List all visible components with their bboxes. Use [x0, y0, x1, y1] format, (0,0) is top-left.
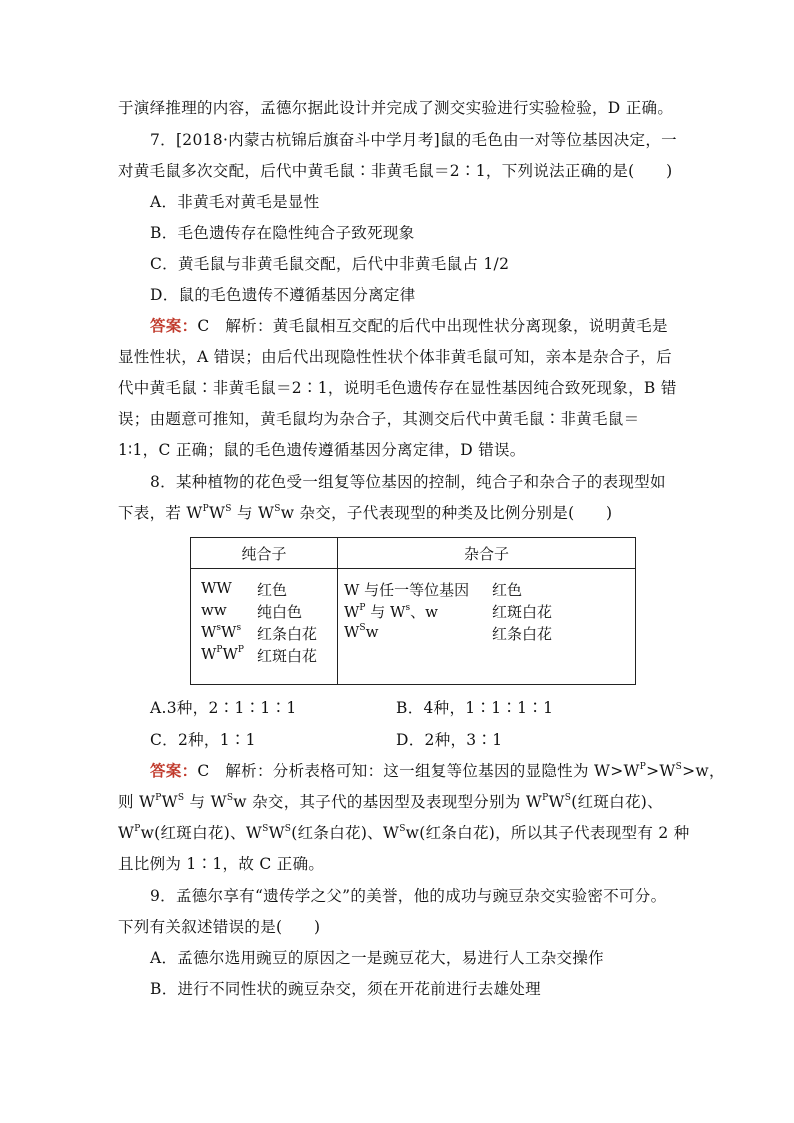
answer-7-line-2: 显性性状，A 错误；由后代出现隐性性状个体非黄毛鼠可知，亲本是杂合子，后 — [118, 348, 672, 366]
answer-7-line-4: 误；由题意可推知，黄毛鼠均为杂合子，其测交后代中黄毛鼠∶非黄毛鼠＝ — [118, 410, 640, 428]
question-7-option-b: B．毛色遗传存在隐性纯合子致死现象 — [150, 224, 415, 242]
question-7-option-d: D．鼠的毛色遗传不遵循基因分离定律 — [150, 286, 416, 304]
table-row: $W^P$ 与 $W^s$、w — [344, 603, 438, 621]
answer-8-line-1: 答案：C 解析：分析表格可知：这一组复等位基因的显隐性为 $W>W^P>W^S>w$， — [150, 761, 725, 780]
question-9-stem: 9．孟德尔享有“遗传学之父”的美誉，他的成功与豌豆杂交实验密不可分。 — [150, 887, 667, 905]
table-row: $W^Sw$ — [344, 623, 379, 641]
table-cell: 红条白花 — [257, 625, 318, 643]
table-cell-pure — [191, 569, 338, 685]
question-8-stem: 8．某种植物的花色受一组复等位基因的控制，纯合子和杂合子的表现型如 — [150, 473, 666, 491]
answer-label: 答案： — [150, 316, 198, 335]
question-9-option-a: A．孟德尔选用豌豆的原因之一是豌豆花大，易进行人工杂交操作 — [150, 949, 604, 967]
question-9-stem-cont: 下列有关叙述错误的是( ) — [118, 918, 321, 936]
table-cell: 红色 — [257, 581, 288, 599]
table-header-pure: 纯合子 — [191, 538, 338, 569]
answer-8-line-2: 则 $W^PW^S$ 与 $W^Sw$ 杂交，其子代的基因型及表现型分别为 $W^PW^S$(红斑白花)、 — [118, 793, 663, 811]
table-cell: 纯白色 — [257, 603, 303, 621]
answer-7-line-5: 1∶1，C 正确；鼠的毛色遗传遵循基因分离定律，D 错误。 — [118, 441, 526, 459]
table-row: ww — [201, 601, 227, 619]
table-cell: 红条白花 — [492, 625, 553, 643]
question-7-stem-cont: 对黄毛鼠多次交配，后代中黄毛鼠∶非黄毛鼠＝2∶1，下列说法正确的是( ) — [118, 162, 673, 180]
table-row: WW — [201, 579, 232, 597]
table-cell-hetero — [338, 569, 636, 685]
answer-7-line-3: 代中黄毛鼠∶非黄毛鼠＝2∶1，说明毛色遗传存在显性基因纯合致死现象，B 错 — [118, 379, 677, 397]
answer-7-line-1 — [150, 316, 678, 336]
question-8-option-c: C．2种，1∶1 — [150, 731, 256, 749]
answer-text: C 解析：黄毛鼠相互交配的后代中出现性状分离现象，说明黄毛是 — [197, 317, 668, 335]
question-7-option-a: A．非黄毛对黄毛是显性 — [150, 193, 320, 211]
table-cell: 红色 — [492, 581, 523, 599]
question-8-option-a: A.3种，2∶1∶1∶1 — [150, 699, 297, 717]
question-8-stem-cont: 下表，若 $W^PW^S$ 与 $W^Sw$ 杂交，子代表现型的种类及比例分别是( ) — [118, 504, 613, 522]
answer-8-line-4: 且比例为 1∶1，故 C 正确。 — [118, 855, 325, 873]
table-row: $W^sW^s$ — [201, 623, 242, 641]
question-8-option-d: D．2种，3∶1 — [396, 731, 503, 749]
question-8-option-b: B．4种，1∶1∶1∶1 — [396, 699, 554, 717]
table-cell: 红斑白花 — [492, 603, 553, 621]
question-7-stem: 7．[2018·内蒙古杭锦后旗奋斗中学月考]鼠的毛色由一对等位基因决定，一 — [150, 131, 677, 149]
table-header-hetero: 杂合子 — [338, 538, 636, 569]
phenotype-table — [190, 537, 636, 685]
question-9-option-b: B．进行不同性状的豌豆杂交，须在开花前进行去雄处理 — [150, 980, 541, 998]
table-row: $W^PW^P$ — [201, 645, 244, 663]
question-7-option-c: C．黄毛鼠与非黄毛鼠交配，后代中非黄毛鼠占 1/2 — [150, 255, 510, 273]
table-cell: 红斑白花 — [257, 647, 318, 665]
text-line: 于演绎推理的内容，孟德尔据此设计并完成了测交实验进行实验检验，D 正确。 — [118, 99, 674, 117]
answer-8-line-3: $W^Pw$(红斑白花)、$W^SW^S$(红条白花)、$W^Sw$(红条白花)，所以其子代表现型有 2 种 — [118, 824, 690, 842]
table-row: W 与任一等位基因 — [344, 581, 470, 599]
